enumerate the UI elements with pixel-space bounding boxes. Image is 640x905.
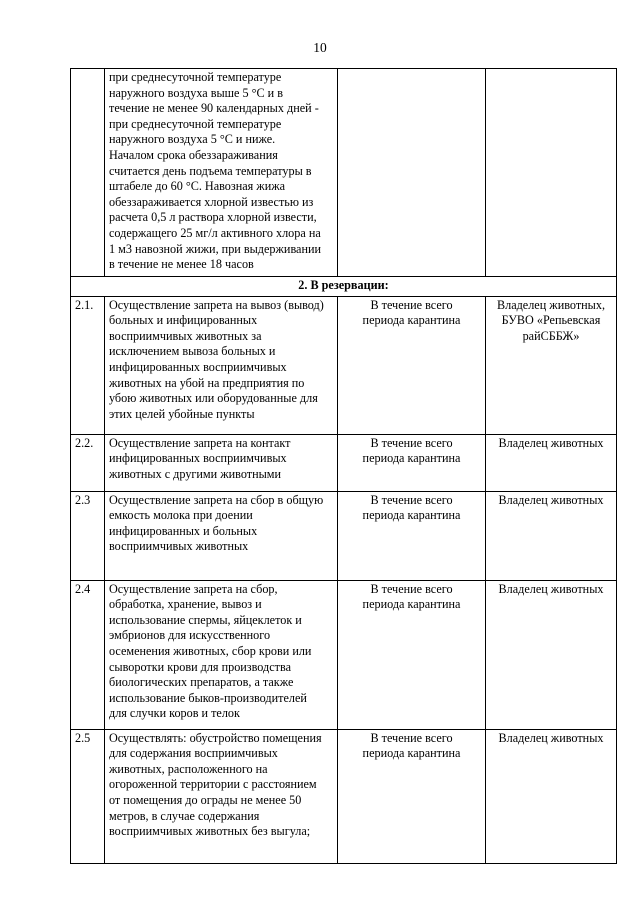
measure-description: при среднесуточной температуре наружного воздуха выше 5 °С и в течение не менее 90 календарных дней - при среднесуточной температуре наружного воздуха 5 °С и ниже. Началом срока обеззараживания считается день подъема температуры в штабеле до 60 °С. Навозная жижа обеззараживается хлорной известью из расчета 0,5 л раствора хлорной извести, содержащего 25 мг/л активного хлора на 1 м3 навозной жижи, при выдерживании в течение не менее 18 часов (105, 69, 338, 277)
term-cell: В течение всего периода карантина (338, 296, 486, 434)
measures-table (70, 68, 617, 864)
responsible-cell: Владелец животных (486, 580, 617, 729)
measure-description: Осуществление запрета на сбор в общую емкость молока при доении инфицированных и больных восприимчивых животных (105, 491, 338, 580)
measure-description: Осуществление запрета на контакт инфицированных восприимчивых животных с другими животными (105, 434, 338, 491)
page-number: 10 (313, 40, 327, 55)
responsible-cell: Владелец животных (486, 491, 617, 580)
table-row (71, 296, 617, 434)
measure-description: Осуществлять: обустройство помещения для содержания восприимчивых животных, расположенного на огороженной территории с расстоянием от помещения до ограды не менее 50 метров, в случае содержания восприимчивых животных без выгула; (105, 729, 338, 863)
table-row (71, 580, 617, 729)
term-cell: В течение всего периода карантина (338, 491, 486, 580)
row-number: 2.5 (71, 729, 105, 863)
term-cell (338, 69, 486, 277)
table-row (71, 434, 617, 491)
term-cell: В течение всего периода карантина (338, 729, 486, 863)
term-cell: В течение всего периода карантина (338, 580, 486, 729)
row-number: 2.1. (71, 296, 105, 434)
row-number: 2.4 (71, 580, 105, 729)
responsible-cell: Владелец животных (486, 729, 617, 863)
measure-description: Осуществление запрета на сбор, обработка, хранение, вывоз и использование спермы, яйцеклеток и эмбрионов для искусственного осеменения животных, сбор крови или сыворотки крови для производства биологических препаратов, а также использование быков-производителей для случки коров и телок (105, 580, 338, 729)
row-number: 2.2. (71, 434, 105, 491)
responsible-cell: Владелец животных (486, 434, 617, 491)
table-row (71, 729, 617, 863)
continuation-row (71, 69, 617, 277)
table-row (71, 491, 617, 580)
measure-description: Осуществление запрета на вывоз (вывод) больных и инфицированных восприимчивых животных за исключением вывоза больных и инфицированных восприимчивых животных на убой на предприятия по убою животных или оборудованные для этих целей убойные пункты (105, 296, 338, 434)
responsible-cell (486, 69, 617, 277)
section-title: 2. В резервации: (71, 277, 617, 297)
row-number-cell (71, 69, 105, 277)
responsible-cell: Владелец животных, БУВО «Репьевская райСББЖ» (486, 296, 617, 434)
section-row (71, 277, 617, 297)
term-cell: В течение всего периода карантина (338, 434, 486, 491)
row-number: 2.3 (71, 491, 105, 580)
